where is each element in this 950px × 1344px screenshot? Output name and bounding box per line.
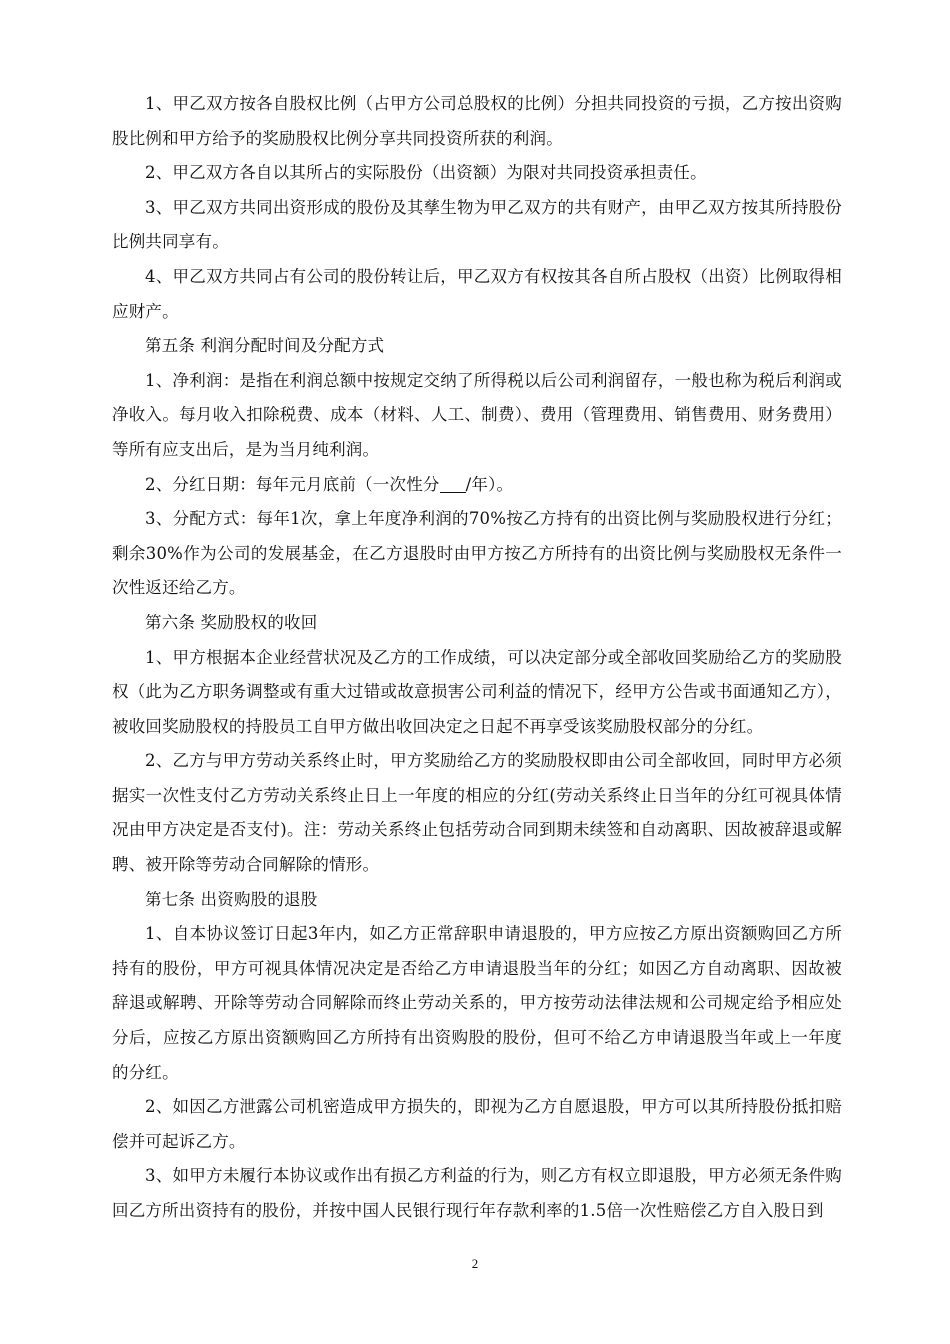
dividend-date-text: 2、分红日期：每年元月底前（一次性分 — [145, 474, 440, 494]
dividend-date-suffix: /年）。 — [465, 474, 514, 494]
article-6-paragraph-1: 1、甲方根据本企业经营状况及乙方的工作成绩，可以决定部分或全部收回奖励给乙方的奖励股权（此为乙方职务调整或有重大过错或故意损害公司利益的情况下，经甲方公告或书面通知乙方），被收回奖励股权的持股员工自甲方做出收回决定之日起不再享受该奖励股权部分的分红。 — [112, 647, 842, 736]
article-7-paragraph-2: 2、如因乙方泄露公司机密造成甲方损失的，即视为乙方自愿退股，甲方可以其所持股份抵扣赔偿并可起诉乙方。 — [112, 1097, 842, 1151]
document-body — [112, 87, 842, 1229]
page-number: 2 — [471, 1256, 479, 1271]
article-5-paragraph-2 — [112, 468, 842, 503]
article-5-title: 第五条 利润分配时间及分配方式 — [145, 336, 385, 356]
paragraph-1: 1、甲乙双方按各自股权比例（占甲方公司总股权的比例）分担共同投资的亏损，乙方按出资购股比例和甲方给予的奖励股权比例分享共同投资所获的利润。 — [112, 94, 842, 148]
paragraph-4: 4、甲乙双方共同占有公司的股份转让后，甲乙双方有权按其各自所占股权（出资）比例取得相应财产。 — [112, 266, 842, 321]
article-6-title: 第六条 奖励股权的收回 — [145, 612, 318, 632]
article-6-paragraph-2: 2、乙方与甲方劳动关系终止时，甲方奖励给乙方的奖励股权即由公司全部收回，同时甲方必须据实一次性支付乙方劳动关系终止日上一年度的相应的分红(劳动关系终止日当年的分红可视具体情况由甲方决定是否支付)。注：劳动关系终止包括劳动合同到期未续签和自动离职、因故被辞退或解聘、被开除等劳动合同解除的情形。 — [112, 751, 842, 875]
dividend-blank-field — [440, 474, 466, 493]
article-7-paragraph-1: 1、自本协议签订日起3年内，如乙方正常辞职申请退股的，甲方应按乙方原出资额购回乙方所持有的股份，甲方可视具体情况决定是否给乙方申请退股当年的分红；如因乙方自动离职、因故被辞退或解聘、开除等劳动合同解除而终止劳动关系的，甲方按劳动法律法规和公司规定给予相应处分后，应按乙方原出资额购回乙方所持有出资购股的股份，但可不给乙方申请退股当年或上一年度的分红。 — [112, 924, 842, 1082]
paragraph-2: 2、甲乙双方各自以其所占的实际股份（出资额）为限对共同投资承担责任。 — [145, 163, 707, 183]
article-7-title: 第七条 出资购股的退股 — [145, 889, 318, 909]
paragraph-3: 3、甲乙双方共同出资形成的股份及其孳生物为甲乙双方的共有财产，由甲乙双方按其所持股份比例共同享有。 — [112, 197, 842, 252]
article-5-paragraph-1: 1、净利润：是指在利润总额中按规定交纳了所得税以后公司利润留存，一般也称为税后利润或净收入。每月收入扣除税费、成本（材料、人工、制费）、费用（管理费用、销售费用、财务费用）等所有应支出后，是为当月纯利润。 — [112, 370, 842, 459]
article-5-paragraph-3: 3、分配方式：每年1次，拿上年度净利润的70%按乙方持有的出资比例与奖励股权进行分红；剩余30%作为公司的发展基金，在乙方退股时由甲方按乙方所持有的出资比例与奖励股权无条件一次性返还给乙方。 — [112, 509, 842, 598]
article-7-paragraph-3: 3、如甲方未履行本协议或作出有损乙方利益的行为，则乙方有权立即退股，甲方必须无条件购回乙方所出资持有的股份，并按中国人民银行现行年存款利率的1.5倍一次性赔偿乙方自入股日到 — [112, 1166, 842, 1220]
